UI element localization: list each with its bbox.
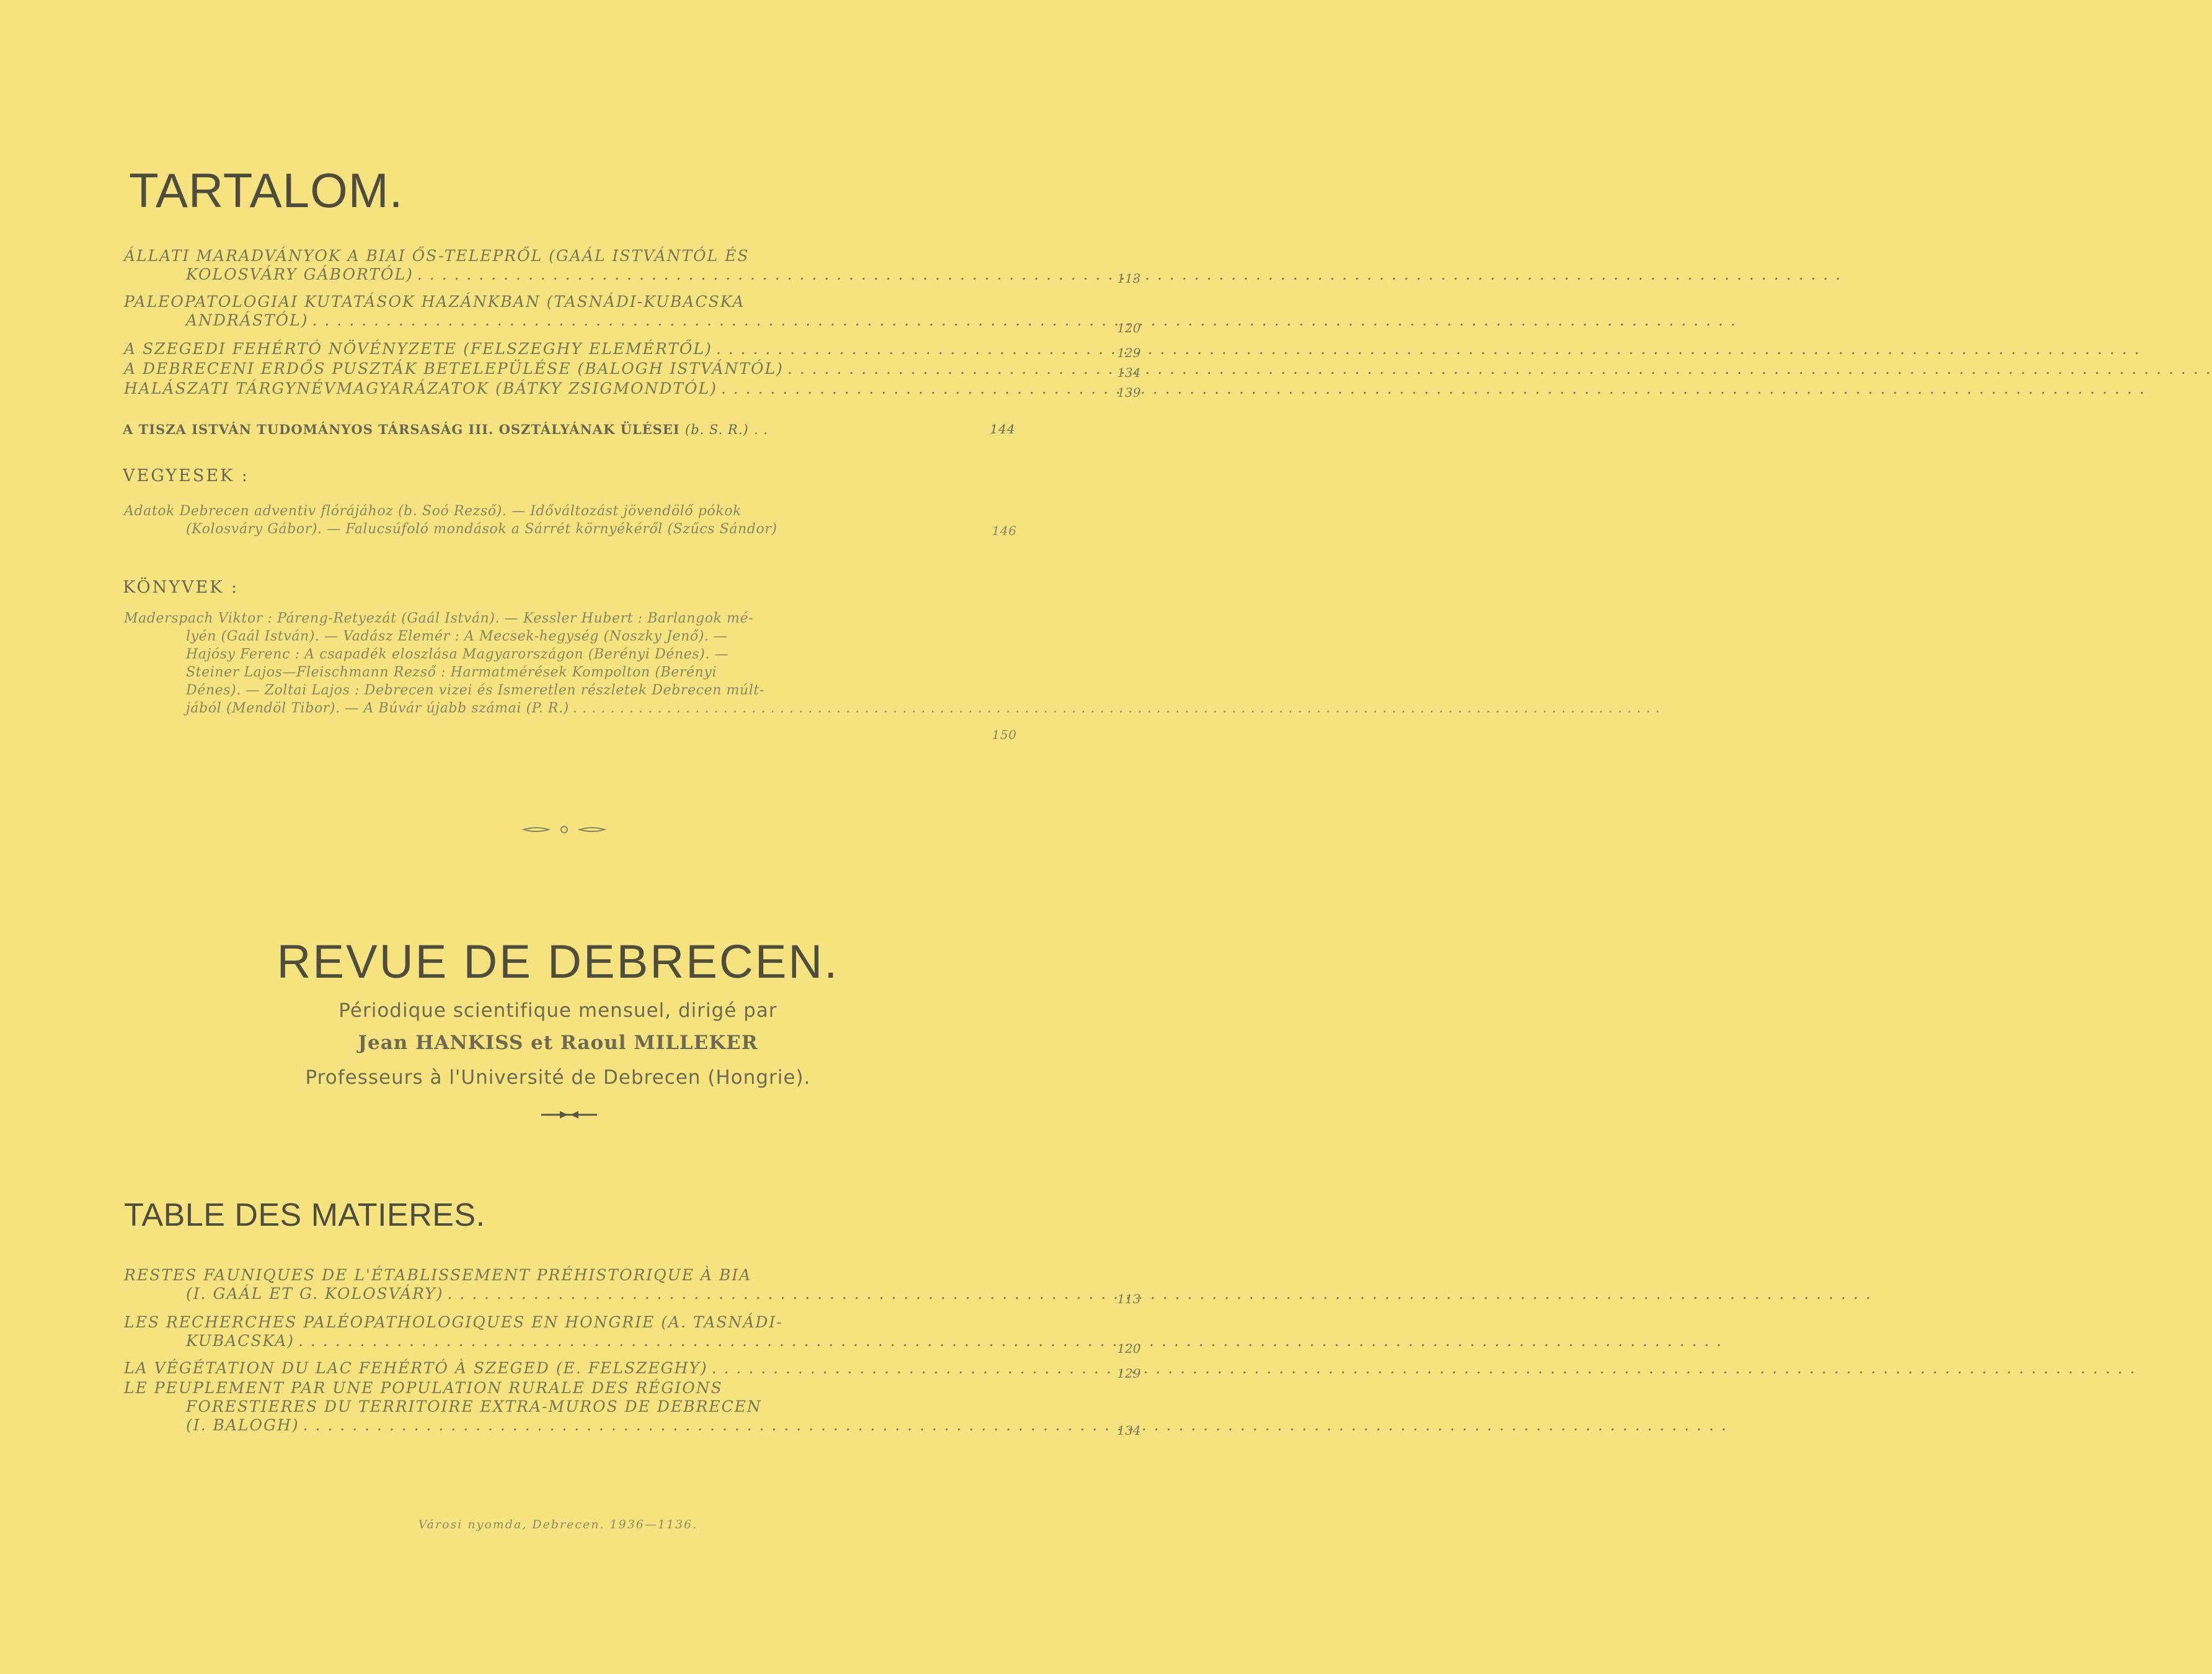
konyvek-line: Dénes). — Zoltai Lajos : Debrecen vizei és Ismeretlen részletek Debrecen múlt- [186,683,764,698]
tisza-text: A TISZA ISTVÁN TUDOMÁNYOS TÁRSASÁG III. OSZTÁLYÁNAK ÜLÉSEI [123,422,680,437]
leader-dots [298,1332,1723,1350]
toc-title: TARTALOM. [129,163,404,218]
vegyesek-line: (Kolosváry Gábor). — Falucsúfoló mondások a Sárrét környékéről (Szűcs Sándor) [186,521,777,537]
tdm-entry [124,1266,1141,1306]
toc-entry-line: PALEOPATOLOGIAI KUTATÁSOK HAZÁNKBAN (TASNÁDI-KUBACSKA [124,293,745,311]
page-number: 134 [1117,1423,1141,1438]
toc-entry-line: ÁLLATI MARADVÁNYOK A BIAI ŐS-TELEPRŐL (GAÁL ISTVÁNTÓL ÉS [124,247,750,265]
page-number: 139 [1117,385,1141,400]
leader-dots [447,1285,1872,1303]
leader-dots [716,340,2141,358]
konyvek-line: Hajósy Ferenc : A csapadék eloszlása Magyarországon (Berényi Dénes). — [186,647,729,662]
toc-entry [124,340,1141,360]
toc-entry [124,360,1141,380]
tdm-title: TABLE DES MATIERES. [124,1197,485,1233]
page-number: 144 [989,422,1015,436]
tdm-entry-line: FORESTIERES DU TERRITOIRE EXTRA-MUROS DE DEBRECEN [186,1397,762,1415]
toc-entry-line: A DEBRECENI ERDŐS PUSZTÁK BETELEPÜLÉSE (BALOGH ISTVÁNTÓL) [124,360,784,378]
toc-entry [124,293,1141,335]
toc-entry-line: ANDRÁSTÓL) [186,311,309,329]
page-number: 120 [1117,321,1141,335]
tdm-entry-line: LA VÉGÉTATION DU LAC FEHÉRTÓ À SZEGED (E. FELSZEGHY) [124,1359,708,1377]
toc-entry-line: KOLOSVÁRY GÁBORTÓL) [186,265,414,283]
konyvek-line: lyén (Gaál István). — Vadász Elemér : A Mecsek-hegység (Noszky Jenő). — [186,629,728,644]
tdm-entry-line: (I. GAÁL ET G. KOLOSVÁRY) [186,1285,444,1303]
leader-dots [303,1416,1728,1435]
revue-title: REVUE DE DEBRECEN. [276,936,839,988]
vegyesek-text [124,502,1017,538]
leader-dots [721,379,2146,398]
toc-entry-line: HALÁSZATI TÁRGYNÉVMAGYARÁZATOK (BÁTKY ZSIGMONDTÓL) [124,379,717,397]
vegyesek-line: Adatok Debrecen adventiv flórájához (b. Soó Rezső). — Időváltozást jövendölő pókok [124,503,742,519]
tdm-entry-line: (I. BALOGH) [186,1416,299,1434]
tisza-author: (b. S. R.) [685,422,749,437]
leader-dots [712,1359,2136,1378]
tdm-entry-line: LES RECHERCHES PALÉOPATHOLOGIQUES EN HONGRIE (A. TASNÁDI- [124,1313,783,1331]
konyvek-line: Steiner Lajos—Fleischmann Rezső : Harmatmérések Kompolton (Berényi [186,665,717,680]
toc-entry [124,247,1141,286]
ornament-divider-icon [521,823,608,836]
page-number: 120 [1117,1341,1141,1356]
page-number: 146 [992,523,1017,538]
leader-dots [787,360,2212,378]
tdm-entry [124,1359,1141,1381]
konyvek-line: jából (Mendöl Tibor). — A Búvár újabb számai (P. R.) [186,701,569,716]
section-heading: VEGYESEK : [123,466,249,485]
leader-dots [573,699,1660,717]
tisza-entry: A TISZA ISTVÁN TUDOMÁNYOS TÁRSASÁG III. OSZTÁLYÁNAK ÜLÉSEI (b. S. R.) . . 144 [123,422,1015,437]
tdm-entry-line: KUBACSKA) [186,1332,295,1350]
page-number: 129 [1117,345,1141,360]
tdm-entry-line: LE PEUPLEMENT PAR UNE POPULATION RURALE DES RÉGIONS [124,1379,723,1397]
revue-subtitle: Périodique scientifique mensuel, dirigé par [338,999,777,1022]
page-number: 129 [1117,1366,1141,1381]
arrow-ornament-icon [538,1110,600,1120]
konyvek-line: Maderspach Viktor : Páreng-Retyezát (Gaál István). — Kessler Hubert : Barlangok mé- [124,611,754,626]
toc-entry [124,379,1141,400]
tdm-entry-line: RESTES FAUNIQUES DE L'ÉTABLISSEMENT PRÉHISTORIQUE À BIA [124,1266,752,1284]
page-number: 113 [1117,271,1141,286]
page-number: 150 [992,727,1017,742]
colophon: Városi nyomda, Debrecen. 1936—1136. [418,1518,698,1531]
tdm-entry [124,1313,1141,1356]
revue-editors: Jean HANKISS et Raoul MILLEKER [358,1032,758,1054]
section-heading: KÖNYVEK : [123,578,239,597]
tdm-entry [124,1379,1141,1438]
page-number: 113 [1117,1291,1141,1306]
revue-professors: Professeurs à l'Université de Debrecen (Hongrie). [305,1066,811,1089]
page-number: 134 [1117,365,1141,380]
toc-entry-line: A SZEGEDI FEHÉRTÓ NÖVÉNYZETE (FELSZEGHY ELEMÉRTŐL) [124,340,712,358]
konyvek-text [124,609,1017,742]
leader-dots [312,311,1737,330]
